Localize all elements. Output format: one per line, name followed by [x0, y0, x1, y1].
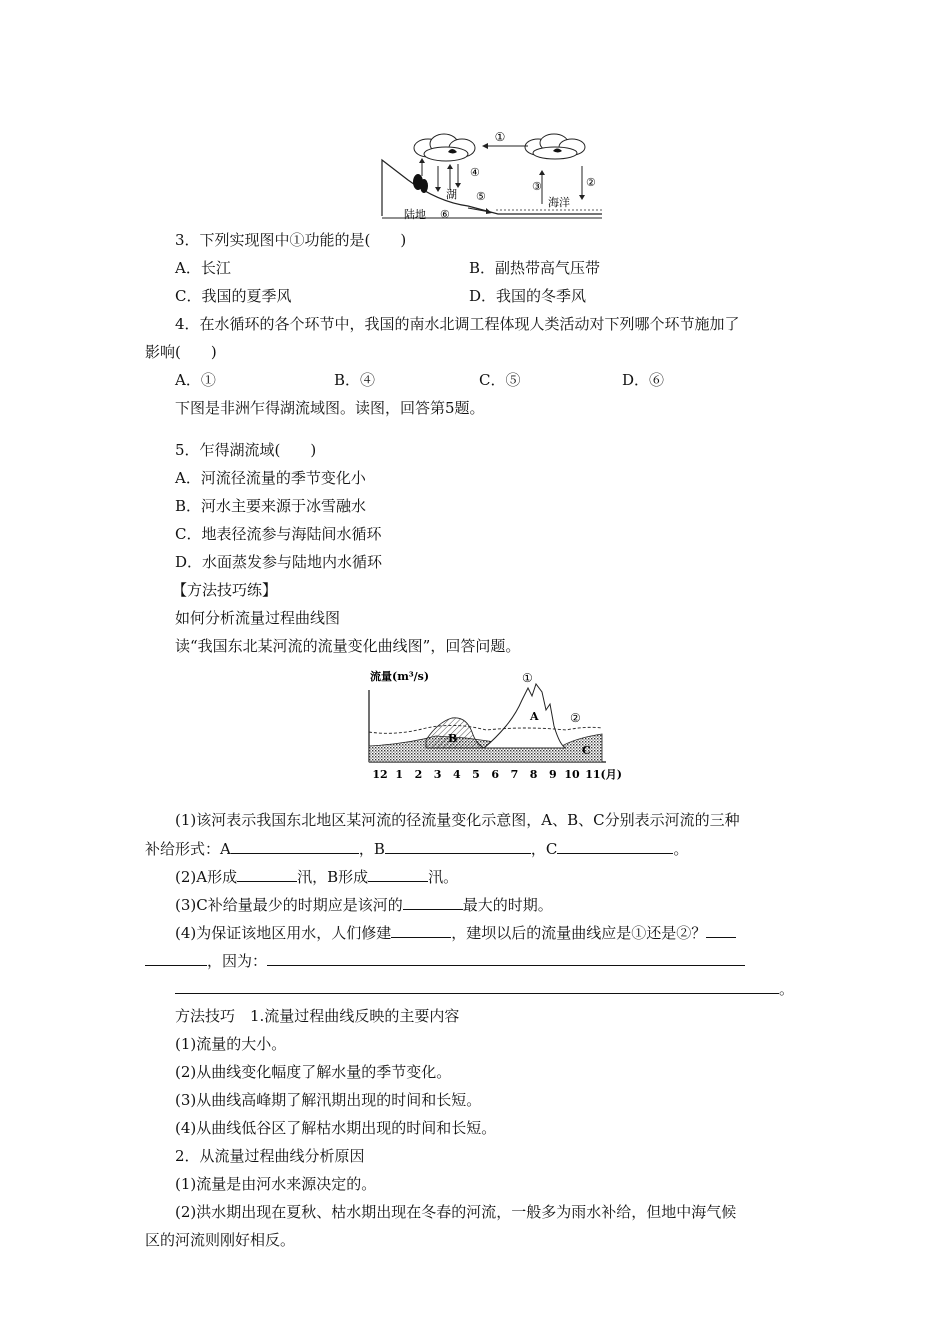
- x-tick-label: 12: [372, 768, 388, 781]
- curve-label-2: ②: [570, 711, 581, 725]
- cloud-right: [525, 134, 585, 159]
- q4-option-a: A．①: [175, 371, 216, 389]
- answer-blank-p3[interactable]: [403, 894, 463, 910]
- region-label-c: C: [582, 744, 591, 757]
- water-cycle-diagram: [378, 128, 606, 224]
- q3-option-c: C．我国的夏季风: [175, 287, 292, 305]
- region-label-a: A: [530, 710, 539, 723]
- label-circle2: ②: [586, 176, 596, 189]
- region-label-b: B: [448, 732, 458, 745]
- curve-label-1: ①: [522, 671, 533, 685]
- tips-line6: 2．从流量过程曲线分析原因: [175, 1147, 365, 1165]
- x-tick-label: 1: [395, 768, 404, 781]
- answer-blank-p4b-part2[interactable]: [145, 950, 207, 966]
- label-circle6: ⑥: [440, 208, 450, 221]
- tips-line9: 区的河流则刚好相反。: [145, 1231, 296, 1249]
- tree-icon: [413, 174, 428, 193]
- curve-2: [369, 725, 602, 733]
- p4-line3: 。: [175, 978, 794, 999]
- q3-stem: 3．下列实现图中①功能的是( ): [175, 231, 407, 249]
- answer-blank-p4c-line1[interactable]: [267, 950, 745, 966]
- q4-stem-line1: 4．在水循环的各个环节中，我国的南水北调工程体现人类活动对下列哪个环节施加了: [175, 315, 740, 333]
- x-tick-label: 8: [529, 768, 538, 781]
- answer-blank-p4b-part1[interactable]: [706, 922, 736, 938]
- q3-option-b: B．副热带高气压带: [469, 259, 601, 277]
- p2-line: (2)A形成 汛，B形成 汛。: [175, 868, 459, 886]
- x-tick-label: 7: [510, 768, 519, 781]
- label-circle1: ①: [494, 130, 506, 144]
- x-tick-label: 3: [433, 768, 442, 781]
- x-tick-label: 6: [491, 768, 500, 781]
- p1-line2: 补给形式：A ，B ，C 。: [145, 840, 689, 858]
- method-subtitle: 如何分析流量过程曲线图: [175, 609, 341, 627]
- x-tick-label: 4: [452, 768, 461, 781]
- q4-option-d: D．⑥: [622, 371, 665, 389]
- q5-stem: 5．乍得湖流域( ): [175, 441, 317, 459]
- q5-option-c: C．地表径流参与海陆间水循环: [175, 525, 382, 543]
- q5-option-b: B．河水主要来源于冰雪融水: [175, 497, 367, 515]
- q4-option-c: C．⑤: [479, 371, 521, 389]
- x-tick-label: 9: [548, 768, 557, 781]
- answer-blank-p2a[interactable]: [237, 866, 297, 882]
- method-heading: 【方法技巧练】: [172, 581, 278, 599]
- answer-blank-p4c-line2[interactable]: [175, 978, 779, 994]
- label-lake: 湖: [446, 188, 457, 201]
- tips-line7: (1)流量是由河水来源决定的。: [175, 1175, 377, 1193]
- x-tick-label: 2: [414, 768, 423, 781]
- q5-option-d: D．水面蒸发参与陆地内水循环: [175, 553, 383, 571]
- q5-option-a: A．河流径流量的季节变化小: [175, 469, 366, 487]
- x-tick-label: 5: [472, 768, 480, 781]
- x-tick-label: 11(月): [585, 768, 622, 781]
- p3-line: (3)C补给量最少的时期应是该河的 最大的时期。: [175, 896, 553, 914]
- intro-q5: 下图是非洲乍得湖流域图。读图，回答第5题。: [175, 399, 485, 417]
- q3-option-d: D．我国的冬季风: [469, 287, 587, 305]
- label-land: 陆地: [404, 208, 426, 221]
- p4-line: (4)为保证该地区用水，人们修建 ，建坝以后的流量曲线应是①还是②？: [175, 922, 736, 943]
- tips-line4: (3)从曲线高峰期了解汛期出现的时间和长短。: [175, 1091, 482, 1109]
- tips-line3: (2)从曲线变化幅度了解水量的季节变化。: [175, 1063, 452, 1081]
- method-intro: 读“我国东北某河流的流量变化曲线图”，回答问题。: [175, 637, 521, 655]
- label-ocean: 海洋: [548, 196, 570, 209]
- x-tick-label: 10: [564, 768, 580, 781]
- label-circle3: ③: [532, 180, 542, 193]
- p4-line2: ，因为：: [145, 950, 745, 971]
- y-axis-label: 流量(m³/s): [370, 670, 430, 683]
- tips-line2: (1)流量的大小。: [175, 1035, 287, 1053]
- label-circle4: ④: [470, 166, 480, 179]
- answer-blank-b[interactable]: [385, 838, 531, 854]
- cloud-left: [414, 134, 475, 161]
- tips-line5: (4)从曲线低谷区了解枯水期出现的时间和长短。: [175, 1119, 497, 1137]
- answer-blank-p4a[interactable]: [391, 922, 451, 938]
- tips-line8: (2)洪水期出现在夏秋、枯水期出现在冬春的河流，一般多为雨水补给，但地中海气候: [175, 1203, 737, 1221]
- q4-stem-line2: 影响( ): [145, 343, 217, 361]
- p1-line1: (1)该河表示我国东北地区某河流的径流量变化示意图，A、B、C分别表示河流的三种: [175, 811, 740, 829]
- river-flow-chart: [366, 666, 624, 784]
- answer-blank-a[interactable]: [231, 838, 359, 854]
- answer-blank-c[interactable]: [557, 838, 673, 854]
- q3-option-a: A．长江: [175, 259, 231, 277]
- tips-line1: 方法技巧 1.流量过程曲线反映的主要内容: [175, 1007, 460, 1025]
- answer-blank-p2b[interactable]: [368, 866, 428, 882]
- label-circle5: ⑤: [476, 190, 486, 203]
- ocean-area: [496, 210, 602, 214]
- q4-option-b: B．④: [334, 371, 376, 389]
- region-a: [484, 684, 566, 748]
